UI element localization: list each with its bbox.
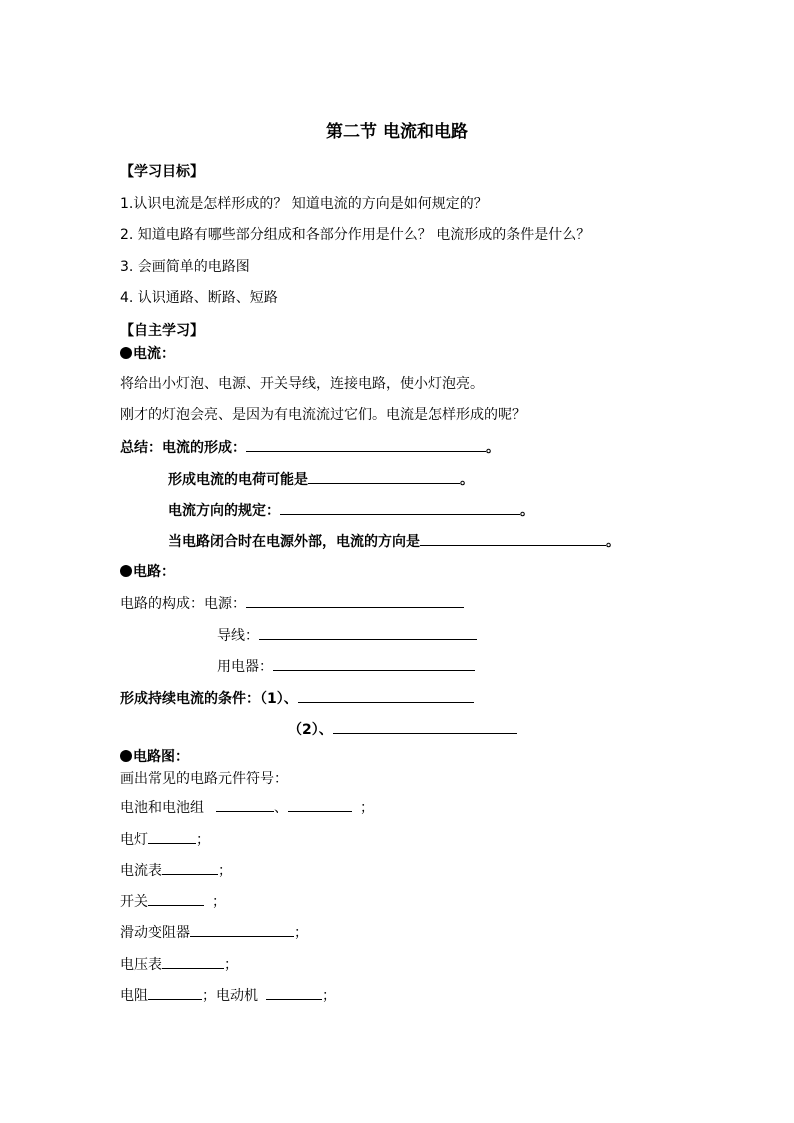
- lamp-blank[interactable]: [148, 828, 196, 844]
- direction-blank[interactable]: [280, 499, 520, 515]
- circuit-appliance: 用电器：: [217, 655, 475, 677]
- appliance-blank[interactable]: [273, 655, 475, 671]
- current-line-2: 刚才的灯泡会亮、是因为有电流流过它们。电流是怎样形成的呢？: [120, 407, 526, 423]
- circuit-source: 电路的构成：电源：: [120, 592, 464, 614]
- lamp-row: 电灯 ；: [120, 828, 210, 850]
- wire-blank[interactable]: [259, 624, 477, 640]
- motor-blank[interactable]: [266, 984, 322, 1000]
- summary-formation: 总结：电流的形成： 。: [120, 436, 500, 458]
- condition-1: 形成持续电流的条件：（1）、: [120, 687, 474, 709]
- switch-blank[interactable]: [148, 890, 204, 906]
- bullet-icon: [120, 565, 132, 577]
- summary-charge: 形成电流的电荷可能是 。: [168, 468, 474, 490]
- current-heading: 电流：: [120, 344, 175, 364]
- goal-3: 3. 会画简单的电路图: [120, 259, 250, 275]
- switch-row: 开关 ；: [120, 890, 226, 912]
- goal-1: 1.认识电流是怎样形成的？ 知道电流的方向是如何规定的？: [120, 196, 488, 212]
- goals-header: 【学习目标】: [120, 164, 204, 180]
- diagram-heading: 电路图：: [120, 747, 189, 767]
- goal-4: 4. 认识通路、断路、短路: [120, 290, 278, 306]
- goal-2: 2. 知道电路有哪些部分组成和各部分作用是什么？ 电流形成的条件是什么？: [120, 227, 591, 243]
- diagram-intro: 画出常见的电路元件符号：: [120, 771, 288, 787]
- summary-outside-direction: 当电路闭合时在电源外部，电流的方向是 。: [168, 530, 620, 552]
- self-study-header: 【自主学习】: [120, 323, 204, 339]
- condition-2-blank[interactable]: [333, 718, 517, 734]
- bullet-icon: [120, 347, 132, 359]
- battery-set-blank[interactable]: [288, 796, 352, 812]
- condition-2: （2）、: [288, 718, 517, 740]
- source-blank[interactable]: [246, 592, 464, 608]
- circuit-wire: 导线：: [217, 624, 477, 646]
- charge-blank[interactable]: [308, 468, 460, 484]
- resistor-blank[interactable]: [148, 984, 202, 1000]
- voltmeter-row: 电压表 ；: [120, 953, 238, 975]
- current-line-1: 将给出小灯泡、电源、开关导线，连接电路，使小灯泡亮。: [120, 376, 484, 392]
- formation-blank[interactable]: [246, 436, 486, 452]
- bullet-icon: [120, 750, 132, 762]
- voltmeter-blank[interactable]: [162, 953, 224, 969]
- rheostat-blank[interactable]: [190, 921, 294, 937]
- rheostat-row: 滑动变阻器 ；: [120, 921, 308, 943]
- circuit-heading: 电路：: [120, 562, 175, 582]
- outside-direction-blank[interactable]: [420, 530, 606, 546]
- ammeter-blank[interactable]: [162, 859, 218, 875]
- ammeter-row: 电流表 ；: [120, 859, 232, 881]
- summary-direction: 电流方向的规定： 。: [168, 499, 534, 521]
- condition-1-blank[interactable]: [298, 687, 474, 703]
- resistor-motor-row: 电阻 ；电动机 ；: [120, 984, 336, 1006]
- battery-row: 电池和电池组 、 ；: [120, 796, 374, 818]
- page-title: 第二节 电流和电路: [326, 122, 468, 142]
- battery-blank[interactable]: [216, 796, 274, 812]
